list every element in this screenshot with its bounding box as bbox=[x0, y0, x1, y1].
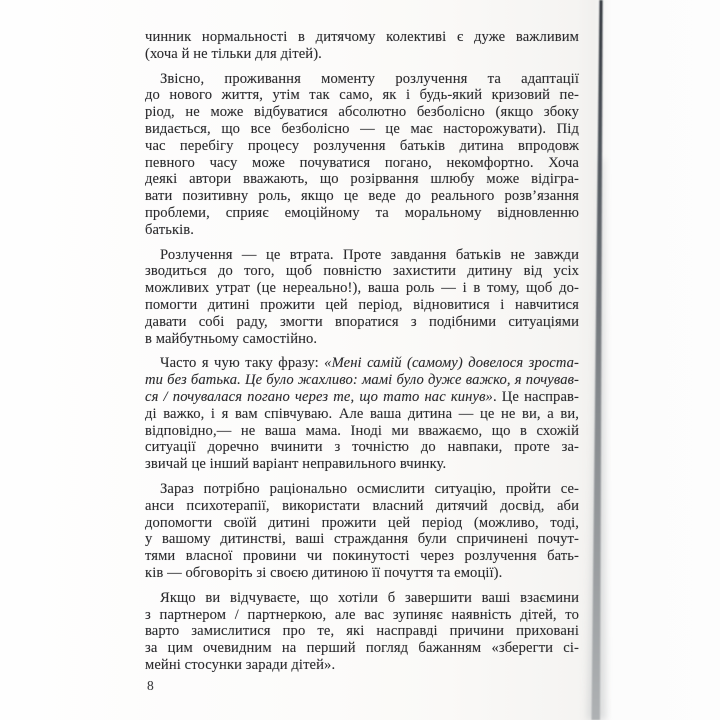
text-line bbox=[145, 423, 579, 440]
text-line bbox=[145, 71, 579, 88]
body-text: ситуації доречно вчинити з точністю до навпаки, проте за- bbox=[145, 439, 579, 456]
body-text: ріод, не може відбуватися абсолютно безболісно (якщо збоку bbox=[145, 104, 579, 121]
body-text: видається, що все безболісно — це має насторожувати). Під bbox=[145, 120, 579, 137]
page-text bbox=[145, 29, 579, 674]
paragraph bbox=[145, 247, 579, 348]
text-line bbox=[145, 657, 579, 674]
text-line bbox=[145, 104, 579, 121]
body-text: варто замислитися про те, які насправді причини приховані bbox=[145, 623, 579, 640]
body-text: відповідно,— не ваша мама. Іноді ми вважаємо, що в схожій bbox=[145, 422, 579, 439]
body-text: звичай це інший варіант неправильного вчинку. bbox=[145, 456, 447, 473]
body-text: у вашому дитинстві, ваші страждання були спричинені почут- bbox=[145, 531, 579, 548]
text-line bbox=[145, 372, 579, 389]
text-line bbox=[145, 138, 579, 155]
text-line bbox=[145, 565, 579, 582]
paragraph bbox=[145, 29, 579, 63]
body-text: чинник нормальності в дитячому колективі є дуже важливим bbox=[145, 29, 579, 45]
text-line bbox=[145, 314, 579, 331]
text-line bbox=[145, 498, 579, 515]
body-text: (хоча й не тільки для дітей). bbox=[145, 45, 322, 62]
body-text: ків — обговоріть зі своєю дитиною її почуття та емоції). bbox=[145, 564, 503, 581]
paragraph bbox=[145, 590, 579, 674]
body-text: за цим очевидним на перший погляд бажанням «зберегти сі- bbox=[145, 640, 579, 657]
text-line bbox=[145, 247, 579, 264]
body-text: можливих утрат (це нереально!), ваша роль — і в тому, щоб до- bbox=[145, 280, 579, 297]
paragraph bbox=[145, 481, 579, 582]
text-line bbox=[145, 607, 579, 624]
text-line bbox=[145, 188, 579, 205]
text-line bbox=[145, 280, 579, 297]
text-line bbox=[145, 439, 579, 456]
body-text: давати собі раду, змогти впоратися з подібними ситуаціями bbox=[145, 313, 579, 330]
text-line bbox=[145, 263, 579, 280]
text-line bbox=[145, 205, 579, 222]
text-line bbox=[145, 531, 579, 548]
body-text: мейні стосунки заради дітей». bbox=[145, 656, 336, 673]
quote-italic-text: ся / почувалася погано через те, що тато нас кинув» bbox=[145, 388, 493, 405]
body-text: до нового життя, утім так само, як і будь-який кризовий пе- bbox=[145, 87, 579, 104]
body-text: Зараз потрібно раціонально осмислити ситуацію, пройти се- bbox=[160, 480, 579, 497]
body-text: в майбутньому самостійно. bbox=[145, 330, 318, 347]
text-line bbox=[145, 222, 579, 239]
text-line bbox=[145, 640, 579, 657]
body-text: тями власної провини чи покинутості через розлучення бать- bbox=[145, 548, 579, 565]
body-text: помогти дитині прожити цей період, відновитися і навчитися bbox=[145, 296, 579, 313]
body-text: з партнером / партнеркою, але вас зупиняє наявність дітей, то bbox=[145, 606, 579, 623]
text-line bbox=[145, 46, 579, 63]
text-line bbox=[145, 355, 579, 372]
body-text: деякі автори вважають, що розірвання шлюбу може відігра- bbox=[145, 171, 579, 188]
body-text: допомогти своїй дитині прожити цей період (можливо, тоді, bbox=[145, 514, 579, 531]
body-text: ді важко, і я вам співчуваю. Але ваша дитина — це не ви, а ви, bbox=[145, 405, 579, 422]
body-text: проблеми, сприяє емоційному та моральному відновленню bbox=[145, 204, 579, 221]
text-line bbox=[145, 548, 579, 565]
text-line bbox=[145, 515, 579, 532]
text-line bbox=[145, 297, 579, 314]
text-line bbox=[145, 29, 579, 46]
body-text: Якщо ви відчуваєте, що хотіли б завершити ваші взаємини bbox=[160, 589, 579, 606]
paragraph bbox=[145, 355, 579, 473]
text-line bbox=[145, 171, 579, 188]
text-line bbox=[145, 331, 579, 348]
quote-italic-text: «Мені самій (самому) довелося зроста- bbox=[324, 355, 579, 372]
body-text: Часто я чую таку фразу: bbox=[160, 355, 325, 372]
text-line bbox=[145, 481, 579, 498]
paragraph bbox=[145, 71, 579, 239]
text-line bbox=[145, 389, 579, 406]
text-line bbox=[145, 590, 579, 607]
text-line bbox=[145, 623, 579, 640]
body-text: анси психотерапії, використати власний дитячий досвід, аби bbox=[145, 497, 579, 514]
text-line bbox=[145, 406, 579, 423]
text-line bbox=[145, 456, 579, 473]
text-line bbox=[145, 121, 579, 138]
body-text: . Це насправ- bbox=[492, 388, 579, 405]
page-curl-shadow bbox=[587, 160, 606, 720]
body-text: зводиться до того, щоб повністю захистити дитину від усіх bbox=[145, 263, 579, 280]
text-line bbox=[145, 87, 579, 104]
body-text: батьків. bbox=[145, 221, 195, 238]
page-spine-line bbox=[592, 0, 603, 720]
quote-italic-text: ти без батька. Це було жахливо: мамі було дуже важко, я почував- bbox=[145, 372, 579, 389]
body-text: Розлучення — це втрата. Проте завдання батьків не завжди bbox=[160, 246, 579, 263]
body-text: певного часу може почуватися погано, некомфортно. Хоча bbox=[145, 154, 579, 171]
body-text: Звісно, проживання моменту розлучення та адаптації bbox=[160, 70, 579, 87]
body-text: вати позитивну роль, якщо це веде до реального розв’язання bbox=[145, 188, 579, 205]
body-text: час перебігу процесу розлучення батьків дитина впродовж bbox=[145, 137, 579, 154]
page-number: 8 bbox=[147, 678, 154, 693]
text-line bbox=[145, 155, 579, 172]
